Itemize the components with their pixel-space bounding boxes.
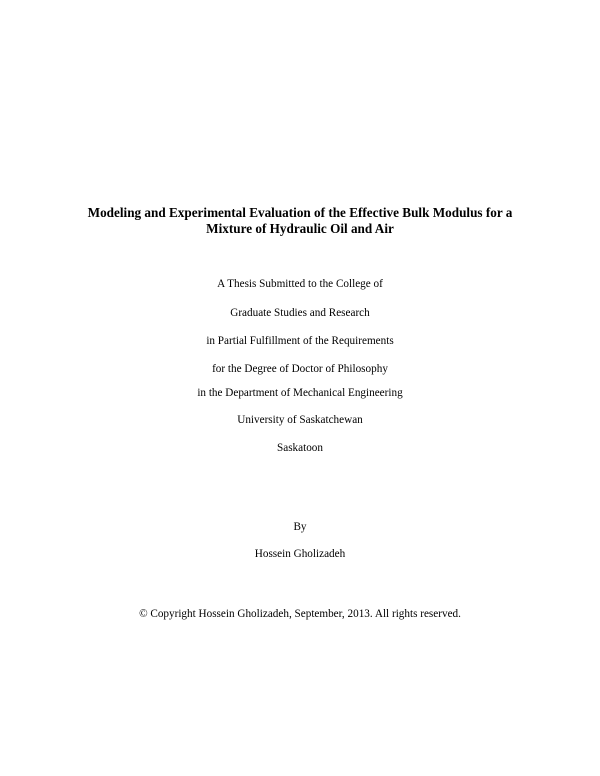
submission-line-college: A Thesis Submitted to the College of: [217, 278, 383, 290]
submission-line-graduate-studies: Graduate Studies and Research: [230, 307, 370, 319]
submission-line-degree: for the Degree of Doctor of Philosophy: [212, 363, 388, 375]
thesis-title-line-2: Mixture of Hydraulic Oil and Air: [206, 221, 394, 236]
thesis-title: [40, 205, 560, 237]
byline-by: By: [293, 521, 307, 533]
submission-line-fulfillment: in Partial Fulfillment of the Requirements: [206, 335, 394, 347]
submission-line-city: Saskatoon: [277, 442, 323, 454]
submission-line-department: in the Department of Mechanical Engineering: [197, 387, 403, 399]
submission-line-university: University of Saskatchewan: [237, 414, 363, 426]
author-name: Hossein Gholizadeh: [254, 548, 346, 560]
copyright-notice: © Copyright Hossein Gholizadeh, September, 2013. All rights reserved.: [139, 608, 461, 620]
thesis-title-line-1: Modeling and Experimental Evaluation of the Effective Bulk Modulus for a: [87, 205, 513, 220]
